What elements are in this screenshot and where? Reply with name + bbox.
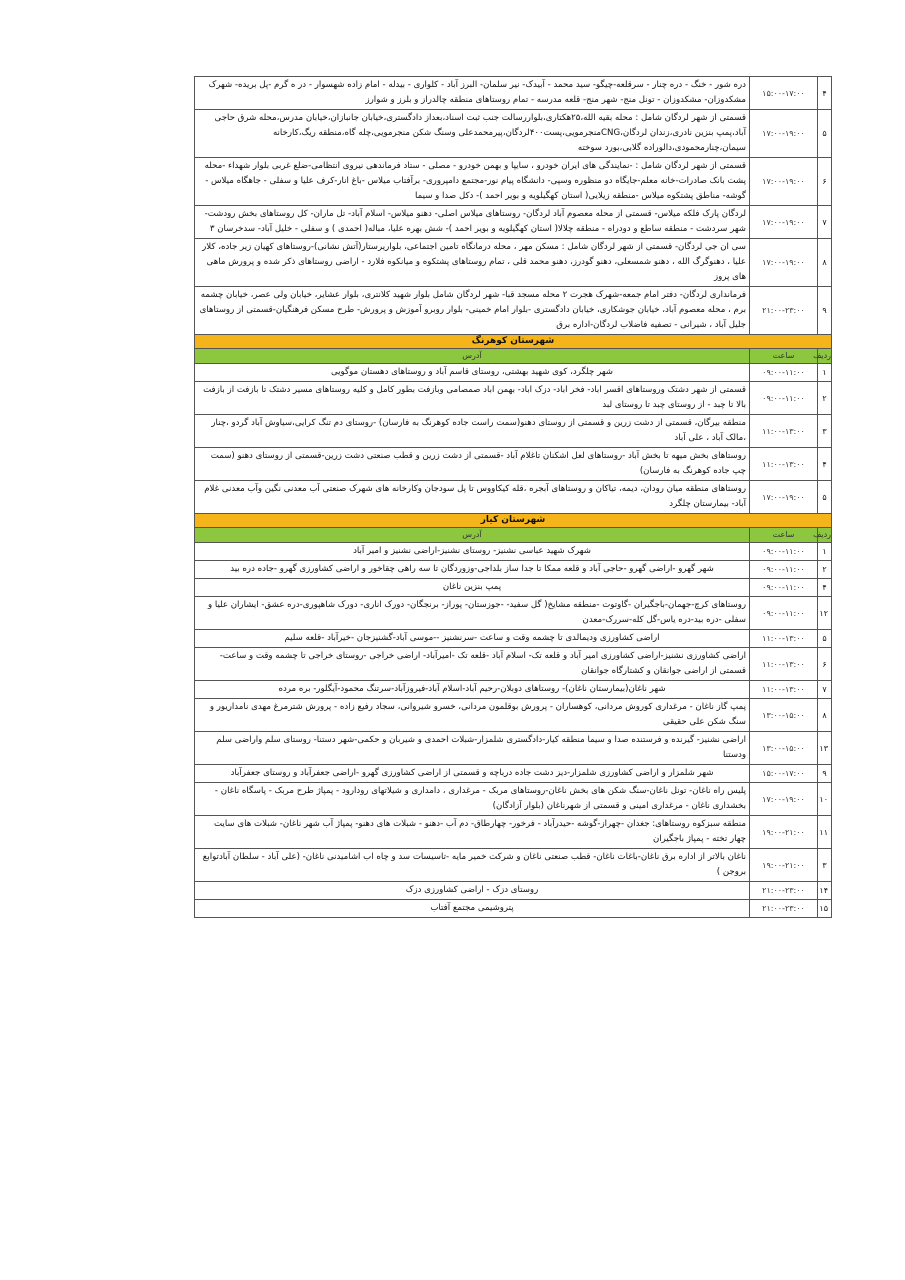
time-range: ۱۷:۰۰-۱۹:۰۰ <box>750 158 818 206</box>
time-range: ۱۷:۰۰-۱۹:۰۰ <box>750 481 818 514</box>
address-cell: پتروشیمی مجتمع آفتاب <box>195 900 750 918</box>
time-range: ۲۱:۰۰-۲۳:۰۰ <box>750 900 818 918</box>
address-cell: فرمانداری لردگان- دفتر امام جمعه-شهرک هجرت ۲ محله مسجد قبا- شهر لردگان شامل بلوار شهید کلانتری، بلوار عشایر، خیابان ولی عصر، خیابان چشمه برم ، محله معصوم آباد، خیابان جوشکاری، خیابان دادگستری -بلوار امام خمینی- بلوار روبرو آموزش و پرورش- طرح مسکن فرهنگیان-قسمتی از روستاهای جلیل آباد ، شیرانی - تصفیه فاضلاب لردگان-اداره برق <box>195 287 750 335</box>
table-row <box>195 579 832 597</box>
section-title-kiar <box>195 514 832 528</box>
table-row <box>195 882 832 900</box>
table-row <box>195 597 832 630</box>
row-number: ۸ <box>818 239 832 287</box>
row-number: ۱۰ <box>818 783 832 816</box>
section-title: شهرستان کوهرنگ <box>195 335 832 349</box>
address-cell: اراضی کشاورزی ودیمالدی تا چشمه وقت و ساعت -سرنشنیز --موسی آباد-گشنیزجان -خیرآباد -قلعه سلیم <box>195 630 750 648</box>
header-address: آدرس <box>195 528 750 543</box>
table-row <box>195 543 832 561</box>
table-row <box>195 783 832 816</box>
row-number: ۵ <box>818 110 832 158</box>
row-number: ۹ <box>818 287 832 335</box>
time-range: ۱۳:۰۰-۱۵:۰۰ <box>750 732 818 765</box>
time-range: ۰۹:۰۰-۱۱:۰۰ <box>750 561 818 579</box>
table-row <box>195 448 832 481</box>
time-range: ۱۱:۰۰-۱۳:۰۰ <box>750 648 818 681</box>
row-number: ۱۳ <box>818 732 832 765</box>
time-range: ۰۹:۰۰-۱۱:۰۰ <box>750 579 818 597</box>
time-range: ۱۱:۰۰-۱۳:۰۰ <box>750 415 818 448</box>
address-cell: روستاهای منطقه میان رودان، دیمه، تیاکان و روستاهای آبجره ،قله کیکاووس تا پل سودجان وکارخانه های شهرک صنعتی آب معدنی نگین وآب معدنی غلام آباد- بیمارستان چلگرد <box>195 481 750 514</box>
address-cell: اراضی نشنیز- گیرنده و فرستنده صدا و سیما منطقه کیار-دادگستری شلمزار-شبلات احمدی و شیربان و حکمی-شهر دستنا- روستای سلم واراضی سلم ودستنا <box>195 732 750 765</box>
address-cell: روستاهای کرچ-جهمان-باجگیران -گاوتوت -منطقه مشایخ( گل سفید- -جوزستان- پوراز- برنجگان- دورک اناری- دورک شاهپوری-دره عشق- ایشاران علیا و سفلی -دره بید-دره یاس-گل کله-سررک-معدن <box>195 597 750 630</box>
table-row <box>195 561 832 579</box>
row-number: ۷ <box>818 681 832 699</box>
time-range: ۱۷:۰۰-۱۹:۰۰ <box>750 239 818 287</box>
time-range: ۱۵:۰۰-۱۷:۰۰ <box>750 765 818 783</box>
time-range: ۱۱:۰۰-۱۳:۰۰ <box>750 681 818 699</box>
row-number: ۴ <box>818 579 832 597</box>
time-range: ۱۷:۰۰-۱۹:۰۰ <box>750 783 818 816</box>
row-number: ۶ <box>818 158 832 206</box>
header-time: ساعت <box>750 528 818 543</box>
table-row <box>195 239 832 287</box>
time-range: ۲۱:۰۰-۲۳:۰۰ <box>750 882 818 900</box>
row-number: ۱۲ <box>818 597 832 630</box>
address-cell: روستای دزک - اراضی کشاورزی دزک <box>195 882 750 900</box>
time-range: ۰۹:۰۰-۱۱:۰۰ <box>750 597 818 630</box>
table-header <box>195 528 832 543</box>
row-number: ۴ <box>818 448 832 481</box>
address-cell: قسمتی از شهر لردگان شامل : محله بقیه الله،۲۵هکتاری،بلواررسالت جنب ثبت اسناد،بعداز دادگستری،خیابان جانبازان،خیابان مدرس،محله شرق حاجی آباد،پمپ بنزین نادری،زندان لردگان،CNGمنجرمویی،پست۴۰۰لردگان،پیرمحمدعلی وسنگ شکن منجرمویی،چله گاه،منطقه ریگ،کارخانه سیمان،چنارمحمودی،دالوراده گلابی،بورد سوخته <box>195 110 750 158</box>
table-row <box>195 415 832 448</box>
time-range: ۱۷:۰۰-۱۹:۰۰ <box>750 206 818 239</box>
address-cell: دره شور - خنگ - دره چنار - سرقلعه-چیگو- سید محمد - آبیدک- نیر سلمان- البرز آباد - کلواری - بیدله - امام زاده شهسوار - در ه گرم -پل بریده- شهرک مشکدوزان- مشکدوزان - تونل منج- شهر منج- قلعه مدرسه - تمام روستاهای منطقه چالدراز و بلرز و شوارز <box>195 77 750 110</box>
row-number: ۲ <box>818 561 832 579</box>
time-range: ۰۹:۰۰-۱۱:۰۰ <box>750 382 818 415</box>
time-range: ۰۹:۰۰-۱۱:۰۰ <box>750 364 818 382</box>
row-number: ۳ <box>818 415 832 448</box>
time-range: ۱۵:۰۰-۱۷:۰۰ <box>750 77 818 110</box>
address-cell: پمپ بنزین ناغان <box>195 579 750 597</box>
time-range: ۱۳:۰۰-۱۵:۰۰ <box>750 699 818 732</box>
address-cell: شهرک شهید عباسی نشنیز- روستای نشنیز-اراضی نشنیز و امیر آباد <box>195 543 750 561</box>
address-cell: روستاهای بخش میهه تا بخش آباد -روستاهای لعل اشکنان تاغلام آباد -قسمتی از دشت زرین و قطب صنعتی دشت زرین-قسمتی از روستای دهنو (سمت چپ جاده کوهرنگ به فارسان) <box>195 448 750 481</box>
row-number: ۹ <box>818 765 832 783</box>
row-number: ۳ <box>818 849 832 882</box>
power-outage-schedule-table <box>194 76 832 918</box>
table-row <box>195 287 832 335</box>
table-row <box>195 382 832 415</box>
row-number: ۷ <box>818 206 832 239</box>
address-cell: پلیس راه ناغان- تونل ناغان-سنگ شکن های بخش ناغان-روستاهای مربک - مرغداری ، دامداری و شیلاتهای رودارود - پمپاژ طرح مربک - پاسگاه ناغان - بخشداری ناغان - مرغداری امینی و قسمتی از شهرناغان (بلوار آزادگان) <box>195 783 750 816</box>
table-row <box>195 849 832 882</box>
address-cell: شهر چلگرد، کوی شهید بهشتی، روستای قاسم آباد و روستاهای دهستان موگویی <box>195 364 750 382</box>
row-number: ۱۴ <box>818 882 832 900</box>
table-header <box>195 349 832 364</box>
table-row <box>195 110 832 158</box>
row-number: ۱۱ <box>818 816 832 849</box>
table-row <box>195 681 832 699</box>
address-cell: شهر گهرو -اراضی گهرو -حاجی آباد و قلعه ممکا تا جدا ساز بلداجی-وزوردگان تا سه راهی چقاخور و اراضی کشاورزی گهرو -جاده دره بید <box>195 561 750 579</box>
section-title-kuhrang <box>195 335 832 349</box>
header-address: آدرس <box>195 349 750 364</box>
address-cell: منطقه سبزکوه روستاهای: جغدان -چهراز-گوشه -حیدرآباد - فرخور- چهارطاق- دم آب -دهنو - شبلات های دهنو- پمپاژ آب شهر ناغان- شبلات های سایت چهار تخته - پمپاژ باجگیران <box>195 816 750 849</box>
row-number: ۶ <box>818 648 832 681</box>
address-cell: لردگان پارک فلکه میلاس- قسمتی از محله معصوم آباد لردگان- روستاهای میلاس اصلی- دهنو میلاس- اسلام آباد- تل ماران- کل روستاهای بخش رودشت- شهر سردشت - منطقه ساطع و دودراه - منطقه چلالا( استان کهگیلویه و بویر احمد )- شش بهره علیا، مباله( احمدی ) و سفلی - خلیل آباد- سدخرسان ۳ <box>195 206 750 239</box>
address-cell: ناغان بالاتر از اداره برق ناغان-باغات ناغان- قطب صنعتی ناغان و شرکت خمیر مایه -تاسیسات سد و چاه اب اشامیدنی ناغان- (علی آباد - سلطان آبادتوابع بروجن ) <box>195 849 750 882</box>
time-range: ۱۹:۰۰-۲۱:۰۰ <box>750 816 818 849</box>
address-cell: شهر ناغان(بیمارستان ناغان)- روستاهای دوبلان-رحیم آباد-اسلام آباد-فیروزآباد-سرتنگ محمود-آیگلور- بره مرده <box>195 681 750 699</box>
row-number: ۲ <box>818 382 832 415</box>
table-row <box>195 648 832 681</box>
address-cell: قسمتی از شهر دشتک وروستاهای اقسر اباد- فخر اباد- دزک اباد- بهمن اباد صمصامی وبازفت بطور کامل و کلیه روستاهای مسیر دشتک تا بازفت از بازفت بالا تا چبد - از روستای چبد تا روستای لبد <box>195 382 750 415</box>
address-cell: قسمتی از شهر لردگان شامل : -نمایندگی های ایران خودرو ، سایپا و بهمن خودرو - مصلی - ستاد فرماندهی نیروی انتظامی-ضلع غربی بلوار شهداء -محله پشت بانک صادرات-خانه معلم-جایگاه دو منظوره وسپی- دانشگاه پیام نور-مجتمع دامپروری- برآفتاب میلاس -باغ انار-کرف علیا و سفلی - جاهگاه میلاس - گوشه- مناطق پشتکوه میلاس -منطقه زیلایی( استان کهگیلویه و بویر احمد )- دکل صدا و سیما <box>195 158 750 206</box>
time-range: ۱۷:۰۰-۱۹:۰۰ <box>750 110 818 158</box>
row-number: ۸ <box>818 699 832 732</box>
table-row <box>195 206 832 239</box>
table-row <box>195 699 832 732</box>
row-number: ۱۵ <box>818 900 832 918</box>
address-cell: شهر شلمزار و اراضی کشاورزی شلمزار-دیز دشت جاده درباچه و قسمتی از اراضی کشاورزی گهرو -اراضی جعفرآباد و روستای جعفرآباد <box>195 765 750 783</box>
row-number: ۵ <box>818 630 832 648</box>
address-cell: سی ان جی لردگان- قسمتی از شهر لردگان شامل : مسکن مهر ، محله درمانگاه تامین اجتماعی، بلواریرستار(آتش نشانی)-روستاهای کهیان زیر جاده، کلار علیا ، دهنوگرگ الله ، دهنو شمسعلی، دهنو گودرز، دهنو محمد قلی ، تمام روستاهای پشتکوه و میانکوه فلارد - اراضی روستاهای ذکر شده و پرورش ماهی های پروز <box>195 239 750 287</box>
table-row <box>195 158 832 206</box>
table-row <box>195 364 832 382</box>
table-row <box>195 77 832 110</box>
table-row <box>195 765 832 783</box>
time-range: ۰۹:۰۰-۱۱:۰۰ <box>750 543 818 561</box>
section-title: شهرستان کیار <box>195 514 832 528</box>
address-cell: اراضی کشاورزی نشنیز-اراضی کشاورزی امیر آباد و قلعه تک- اسلام آباد -قلعه تک -امیرآباد- اراضی خراجی -روستای خراجی تا چشمه وقت و ساعت- قسمتی از اراضی جوانقان و کشتارگاه جوانقان <box>195 648 750 681</box>
time-range: ۱۹:۰۰-۲۱:۰۰ <box>750 849 818 882</box>
table-row <box>195 900 832 918</box>
address-cell: منطقه بیرگان، قسمتی از دشت زرین و قسمتی از روستای دهنو(سمت راست جاده کوهرنگ به فارسان) -روستای دم تنگ کرایی،سیاوش آباد گردو ،چنار ،مالک آباد ، علی آباد <box>195 415 750 448</box>
table-row <box>195 481 832 514</box>
header-time: ساعت <box>750 349 818 364</box>
header-row-number: ردیف <box>818 349 832 364</box>
table-row <box>195 816 832 849</box>
time-range: ۱۱:۰۰-۱۳:۰۰ <box>750 448 818 481</box>
row-number: ۵ <box>818 481 832 514</box>
header-row-number: ردیف <box>818 528 832 543</box>
table-row <box>195 630 832 648</box>
time-range: ۲۱:۰۰-۲۳:۰۰ <box>750 287 818 335</box>
row-number: ۱ <box>818 543 832 561</box>
time-range: ۱۱:۰۰-۱۳:۰۰ <box>750 630 818 648</box>
row-number: ۴ <box>818 77 832 110</box>
table-row <box>195 732 832 765</box>
row-number: ۱ <box>818 364 832 382</box>
address-cell: پمپ گاز ناغان - مرغداری کوروش مردانی، کوهساران - پرورش بوقلمون مردانی، خسرو شیروانی، سجاد رفیع زاده - پرورش شترمرغ مهدی نامداریور و سنگ شکن علی حقیقی <box>195 699 750 732</box>
